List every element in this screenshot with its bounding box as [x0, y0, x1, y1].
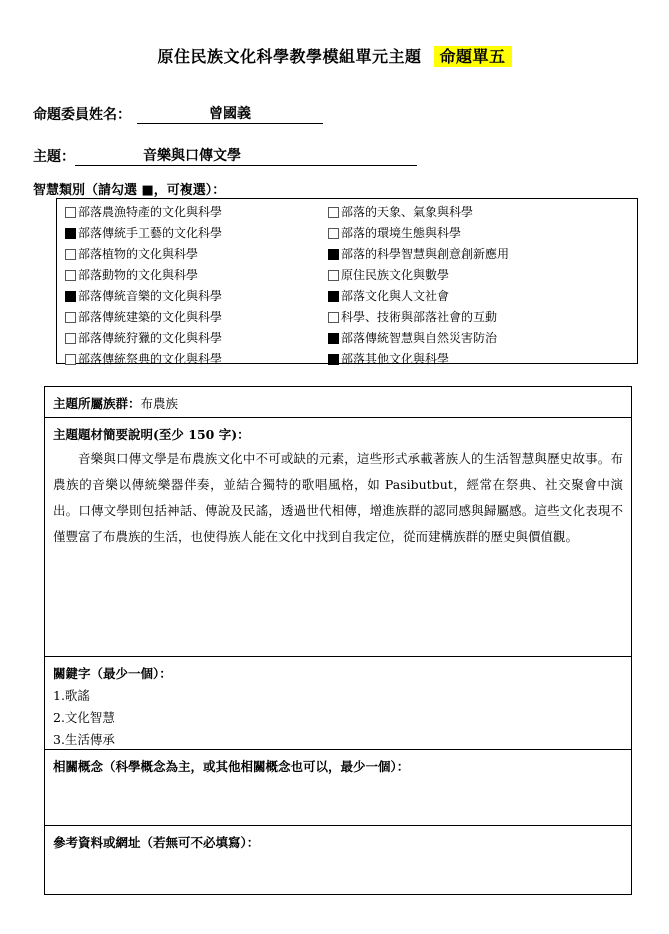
category-option[interactable]	[328, 286, 509, 307]
committee-name-field[interactable]: 曾國義	[137, 103, 323, 124]
category-option-label: 科學、技術與部落社會的互動	[341, 310, 498, 324]
summary-text[interactable]: 音樂與口傳文學是布農族文化中不可或缺的元素，這些形式承載著族人的生活智慧與歷史故事。布農族的音樂以傳統樂器伴奏，並結合獨特的歌唱風格，如 Pasibutbut，經常在祭典、社交聚會中演出。口傳文學則包括神話、傳說及民謠，透過世代相傳，增進族群的認同感與歸屬感。這些文化表現不僅豐富了布農族的生活，也使得族人能在文化中找到自我定位，從而建構族群的歷史與價值觀。	[53, 451, 623, 544]
category-option-label: 部落傳統建築的文化與科學	[78, 310, 223, 324]
unchecked-checkbox-icon[interactable]	[65, 333, 76, 344]
unchecked-checkbox-icon[interactable]	[328, 270, 339, 281]
category-option-label: 原住民族文化與數學	[341, 268, 450, 282]
category-box	[56, 198, 638, 364]
category-option[interactable]	[328, 265, 509, 286]
committee-label: 命題委員姓名：	[33, 107, 131, 123]
keywords-section	[45, 657, 631, 750]
category-option-label: 部落傳統手工藝的文化科學	[78, 226, 223, 240]
category-option[interactable]	[328, 223, 509, 244]
checked-checkbox-icon[interactable]	[65, 228, 76, 239]
category-option[interactable]	[328, 307, 509, 328]
category-option[interactable]	[328, 349, 509, 370]
category-option-label: 部落農漁特產的文化與科學	[78, 205, 223, 219]
unchecked-checkbox-icon[interactable]	[65, 249, 76, 260]
category-option[interactable]	[65, 349, 222, 370]
ethnic-value[interactable]: 布農族	[140, 396, 179, 411]
topic-label: 主題：	[33, 149, 75, 165]
category-right-column	[328, 202, 509, 370]
keyword-item[interactable]: 1.歌謠	[53, 688, 90, 703]
keyword-item[interactable]: 3.生活傳承	[53, 732, 115, 747]
ethnic-section	[45, 387, 631, 418]
category-left-column	[65, 202, 222, 370]
unchecked-checkbox-icon[interactable]	[65, 207, 76, 218]
category-option[interactable]	[328, 244, 509, 265]
category-option-label: 部落的天象、氣象與科學	[341, 205, 474, 219]
concepts-label: 相關概念（科學概念為主，或其他相關概念也可以，最少一個）：	[53, 759, 410, 774]
keyword-item[interactable]: 2.文化智慧	[53, 710, 115, 725]
category-option-label: 部落的科學智慧與創意創新應用	[341, 247, 510, 261]
unchecked-checkbox-icon[interactable]	[328, 228, 339, 239]
category-heading: 智慧類別（請勾選 ■，可複選）：	[33, 183, 226, 198]
category-option-label: 部落傳統狩獵的文化與科學	[78, 331, 223, 345]
category-option-label: 部落動物的文化與科學	[78, 268, 199, 282]
category-option[interactable]	[328, 202, 509, 223]
category-option-label: 部落傳統祭典的文化與科學	[78, 352, 223, 366]
summary-section	[45, 418, 631, 657]
category-option[interactable]	[328, 328, 509, 349]
category-option-label: 部落傳統智慧與自然災害防治	[341, 331, 498, 345]
category-option[interactable]	[65, 265, 222, 286]
references-section[interactable]	[45, 826, 631, 896]
checked-checkbox-icon[interactable]	[328, 354, 339, 365]
unchecked-checkbox-icon[interactable]	[328, 312, 339, 323]
summary-label: 主題題材簡要說明(至少 150 字)：	[53, 427, 250, 442]
topic-field[interactable]: 音樂與口傳文學	[75, 145, 417, 166]
unchecked-checkbox-icon[interactable]	[65, 312, 76, 323]
title-text: 原住民族文化科學教學模組單元主題	[157, 47, 422, 66]
category-option-label: 部落文化與人文社會	[341, 289, 450, 303]
unchecked-checkbox-icon[interactable]	[328, 207, 339, 218]
info-table	[44, 386, 632, 895]
committee-row	[33, 103, 323, 124]
checked-checkbox-icon[interactable]	[328, 333, 339, 344]
category-option-label: 部落的環境生態與科學	[341, 226, 462, 240]
ethnic-label: 主題所屬族群：	[53, 396, 141, 411]
unchecked-checkbox-icon[interactable]	[65, 354, 76, 365]
category-option-label: 部落植物的文化與科學	[78, 247, 199, 261]
checked-checkbox-icon[interactable]	[65, 291, 76, 302]
title-badge: 命題單五	[434, 46, 512, 67]
document-title	[0, 44, 669, 67]
category-option-label: 部落其他文化與科學	[341, 352, 450, 366]
topic-row	[33, 145, 417, 166]
checked-checkbox-icon[interactable]	[328, 291, 339, 302]
category-option[interactable]	[65, 307, 222, 328]
category-option[interactable]	[65, 244, 222, 265]
concepts-section[interactable]	[45, 750, 631, 826]
category-option-label: 部落傳統音樂的文化與科學	[78, 289, 223, 303]
category-option[interactable]	[65, 328, 222, 349]
checked-checkbox-icon[interactable]	[328, 249, 339, 260]
category-option[interactable]	[65, 223, 222, 244]
keywords-label: 關鍵字（最少一個）：	[53, 666, 172, 681]
ethnic-row	[45, 387, 631, 412]
category-option[interactable]	[65, 202, 222, 223]
category-option[interactable]	[65, 286, 222, 307]
unchecked-checkbox-icon[interactable]	[65, 270, 76, 281]
references-label: 參考資料或網址（若無可不必填寫）：	[53, 835, 260, 850]
